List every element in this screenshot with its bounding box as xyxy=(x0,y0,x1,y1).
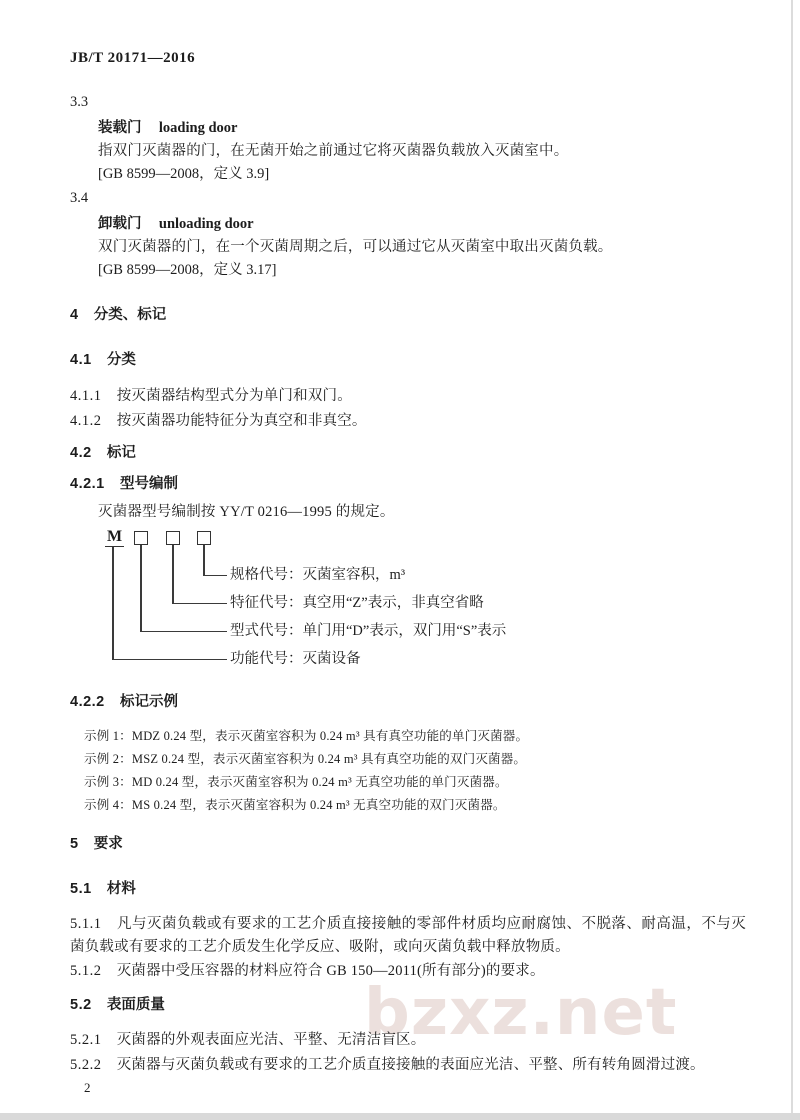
section-5-2-number: 5.2 xyxy=(70,997,92,1013)
example-4: 示例 4：MS 0.24 型，表示灭菌室容积为 0.24 m³ 无真空功能的双门灭菌器。 xyxy=(84,798,506,812)
section-4-2-1-heading xyxy=(70,473,746,496)
model-label-spec: 规格代号：灭菌室容积，m³ xyxy=(230,567,406,583)
model-code-box-feature xyxy=(166,531,180,545)
scan-edge-bottom xyxy=(0,1113,800,1120)
section-4-1-title: 分类 xyxy=(106,352,136,368)
section-4-2-heading xyxy=(70,442,746,465)
model-designation-diagram xyxy=(100,528,746,680)
section-4-2-1-number: 4.2.1 xyxy=(70,476,105,492)
section-4-title: 分类、标记 xyxy=(93,307,167,323)
section-5-1-number: 5.1 xyxy=(70,881,92,897)
section-5-number: 5 xyxy=(70,836,79,852)
clause-4-1-1-text: 按灭菌器结构型式分为单门和双门。 xyxy=(116,388,352,404)
watermark-text: bzxz.net xyxy=(364,976,678,1050)
section-4-2-2-number: 4.2.2 xyxy=(70,694,105,710)
clause-5-1-1 xyxy=(70,913,746,959)
clause-4-1-2-number: 4.1.2 xyxy=(70,413,102,429)
term-3-3-en: loading door xyxy=(158,120,238,136)
term-3-4-definition: 双门灭菌器的门，在一个灭菌周期之后，可以通过它从灭菌室中取出灭菌负载。 xyxy=(98,239,613,255)
section-4-2-number: 4.2 xyxy=(70,445,92,461)
term-3-4-cn: 卸载门 xyxy=(98,216,142,232)
section-4-2-2-title: 标记示例 xyxy=(119,694,178,710)
section-4-1-heading xyxy=(70,349,746,372)
term-3-4-title xyxy=(98,213,746,236)
clause-5-2-2-number: 5.2.2 xyxy=(70,1057,102,1073)
section-4-number: 4 xyxy=(70,307,79,323)
clause-5-1-1-text: 凡与灭菌负载或有要求的工艺介质直接接触的零部件材质均应耐腐蚀、不脱落、耐高温，不与灭菌负载或有要求的工艺介质发生化学反应、吸附，或向灭菌负载中释放物质。 xyxy=(70,916,746,955)
model-label-function: 功能代号：灭菌设备 xyxy=(230,651,361,667)
section-5-1-heading xyxy=(70,878,746,901)
term-3-3-number: 3.3 xyxy=(70,94,89,110)
model-code-box-spec xyxy=(197,531,211,545)
diagram-line-function xyxy=(112,547,114,660)
diagram-elbow-feature xyxy=(172,603,227,605)
clause-5-1-2-text: 灭菌器中受压容器的材料应符合 GB 150—2011(所有部分)的要求。 xyxy=(116,963,545,979)
example-1: 示例 1：MDZ 0.24 型，表示灭菌室容积为 0.24 m³ 具有真空功能的单门灭菌器。 xyxy=(84,729,529,743)
term-3-3-title xyxy=(98,117,746,140)
section-5-1-title: 材料 xyxy=(106,881,136,897)
clause-5-2-1 xyxy=(70,1029,746,1052)
diagram-line-spec xyxy=(203,545,205,576)
section-4-2-2-heading xyxy=(70,691,746,714)
section-4-2-1-title: 型号编制 xyxy=(119,476,178,492)
clause-5-2-2 xyxy=(70,1054,746,1077)
model-prefix-m: M xyxy=(107,528,123,545)
model-code-box-type xyxy=(134,531,148,545)
section-4-2-title: 标记 xyxy=(106,445,136,461)
clause-5-2-2-text: 灭菌器与灭菌负载或有要求的工艺介质直接接触的表面应光洁、平整、所有转角圆滑过渡。 xyxy=(116,1057,705,1073)
term-3-4-en: unloading door xyxy=(158,216,254,232)
clause-5-1-2 xyxy=(70,960,746,983)
section-4-heading xyxy=(70,304,746,327)
clause-5-1-1-number: 5.1.1 xyxy=(70,916,102,932)
designation-examples xyxy=(70,725,746,817)
diagram-elbow-function xyxy=(112,659,227,661)
section-5-heading xyxy=(70,833,746,856)
example-3: 示例 3：MD 0.24 型，表示灭菌室容积为 0.24 m³ 无真空功能的单门灭菌器。 xyxy=(84,775,508,789)
model-designation-intro: 灭菌器型号编制按 YY/T 0216—1995 的规定。 xyxy=(98,504,395,520)
diagram-line-type xyxy=(140,545,142,632)
term-3-3-source: [GB 8599—2008，定义 3.9] xyxy=(98,166,270,182)
term-3-4-number: 3.4 xyxy=(70,190,89,206)
section-5-title: 要求 xyxy=(93,836,123,852)
model-label-feature: 特征代号：真空用“Z”表示，非真空省略 xyxy=(230,595,484,611)
page-number: 2 xyxy=(84,1080,91,1095)
term-3-3-cn: 装载门 xyxy=(98,120,142,136)
section-5-2-heading xyxy=(70,994,746,1017)
clause-4-1-1 xyxy=(70,385,746,408)
clause-5-2-1-number: 5.2.1 xyxy=(70,1032,102,1048)
example-2: 示例 2：MSZ 0.24 型，表示灭菌室容积为 0.24 m³ 具有真空功能的双门灭菌器。 xyxy=(84,752,527,766)
clause-4-1-2 xyxy=(70,410,746,433)
term-3-4-source: [GB 8599—2008，定义 3.17] xyxy=(98,262,277,278)
standard-number-header: JB/T 20171—2016 xyxy=(70,50,196,66)
clause-5-1-2-number: 5.1.2 xyxy=(70,963,102,979)
document-page xyxy=(70,50,746,1096)
model-label-type: 型式代号：单门用“D”表示，双门用“S”表示 xyxy=(230,623,507,639)
section-4-1-number: 4.1 xyxy=(70,352,92,368)
diagram-line-feature xyxy=(172,545,174,604)
term-3-3-definition: 指双门灭菌器的门，在无菌开始之前通过它将灭菌器负载放入灭菌室中。 xyxy=(98,143,569,159)
section-5-2-title: 表面质量 xyxy=(106,997,165,1013)
clause-4-1-2-text: 按灭菌器功能特征分为真空和非真空。 xyxy=(116,413,367,429)
clause-5-2-1-text: 灭菌器的外观表面应光洁、平整、无清洁盲区。 xyxy=(116,1032,426,1048)
diagram-elbow-type xyxy=(140,631,227,633)
scan-edge-right xyxy=(791,0,793,1120)
diagram-elbow-spec xyxy=(203,575,227,577)
clause-4-1-1-number: 4.1.1 xyxy=(70,388,102,404)
